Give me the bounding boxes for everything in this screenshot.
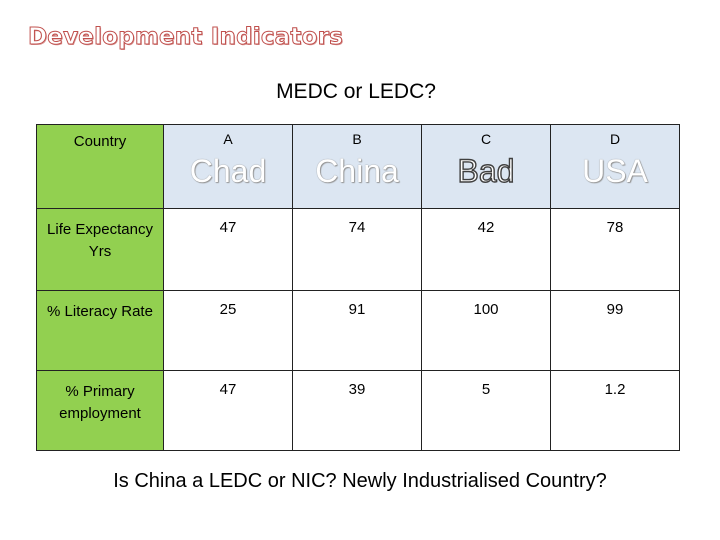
- cell-value: 78: [606, 219, 624, 236]
- table-row: [37, 209, 680, 291]
- country-name: USA: [582, 153, 648, 189]
- cell-value: 74: [348, 219, 366, 236]
- subtitle: [0, 80, 720, 104]
- question-text: [0, 470, 720, 493]
- column-letter: D: [609, 131, 621, 147]
- question-line: Is China a LEDC or NIC? Newly Industrialised Country?: [113, 470, 607, 492]
- cell-value: 91: [348, 301, 366, 318]
- cell-value: 99: [606, 301, 624, 318]
- value-cell: [293, 209, 422, 291]
- cell-value: 1.2: [604, 381, 626, 398]
- country-name: Bad: [457, 153, 515, 189]
- cell-value: 39: [348, 381, 366, 398]
- column-header-b: [293, 125, 422, 209]
- value-cell: [551, 371, 680, 451]
- value-cell: [551, 209, 680, 291]
- value-cell: [164, 371, 293, 451]
- cell-value: 100: [473, 301, 499, 318]
- country-name: Chad: [189, 153, 267, 189]
- cell-value: 5: [481, 381, 491, 398]
- header-row: [37, 125, 680, 209]
- column-header-c: [422, 125, 551, 209]
- cell-value: 47: [219, 219, 237, 236]
- column-header-a: [164, 125, 293, 209]
- row-label: % Primary employment: [59, 383, 141, 422]
- table-row: [37, 371, 680, 451]
- row-label: % Literacy Rate: [47, 303, 153, 320]
- value-cell: [422, 291, 551, 371]
- value-cell: [422, 371, 551, 451]
- column-letter: B: [352, 131, 362, 147]
- country-name: China: [315, 153, 399, 189]
- row-label: Life Expectancy Yrs: [47, 221, 153, 260]
- column-letter: C: [480, 131, 492, 147]
- value-cell: [422, 209, 551, 291]
- value-cell: [164, 209, 293, 291]
- corner-cell: [37, 125, 164, 209]
- value-cell: [551, 291, 680, 371]
- row-label-cell: [37, 209, 164, 291]
- subtitle-text: MEDC or LEDC?: [276, 80, 436, 103]
- row-label-cell: [37, 371, 164, 451]
- indicators-table: [36, 124, 680, 451]
- cell-value: 25: [219, 301, 237, 318]
- row-label-cell: [37, 291, 164, 371]
- cell-value: 47: [219, 381, 237, 398]
- value-cell: [293, 371, 422, 451]
- value-cell: [164, 291, 293, 371]
- page-title: Development Indicators: [28, 24, 344, 50]
- table-row: [37, 291, 680, 371]
- value-cell: [293, 291, 422, 371]
- column-header-d: [551, 125, 680, 209]
- corner-label: Country: [73, 133, 127, 150]
- cell-value: 42: [477, 219, 495, 236]
- column-letter: A: [223, 131, 233, 147]
